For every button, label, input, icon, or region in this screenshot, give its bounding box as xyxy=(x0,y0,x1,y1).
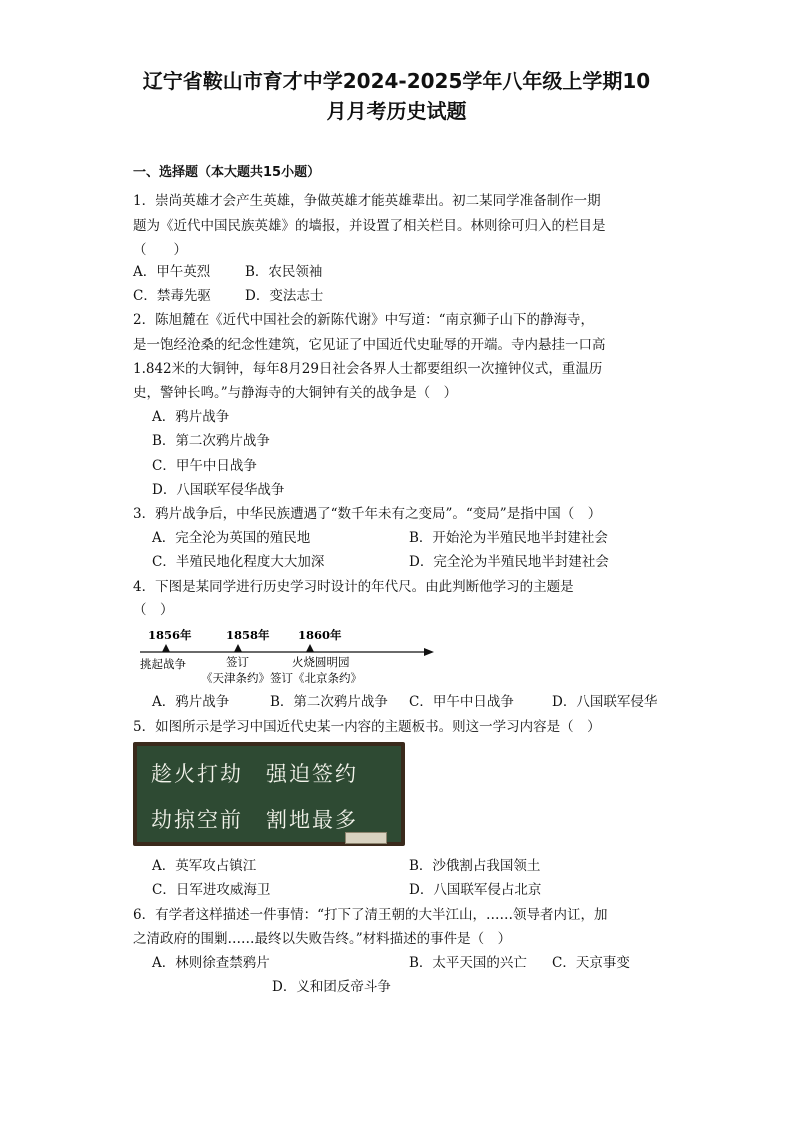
q1-option-b: B．农民领袖 xyxy=(245,264,323,280)
q5-line: 5．如图所示是学习中国近代史某一内容的主题板书。则这一学习内容是（ ） xyxy=(133,719,601,735)
q6-option-d: D．义和团反帝斗争 xyxy=(272,979,391,995)
q4-option-d: D．八国联军侵华 xyxy=(552,694,658,710)
section-heading: 一、选择题（本大题共15小题） xyxy=(133,165,321,180)
timeline-year-1858: 1858年 xyxy=(226,628,270,642)
timeline-year-1856: 1856年 xyxy=(148,628,192,642)
q2-line-1: 2．陈旭麓在《近代中国社会的新陈代谢》中写道：“南京狮子山下的静海寺， xyxy=(133,312,594,328)
q1-line-3: （ ） xyxy=(133,242,187,258)
title-line-1: 辽宁省鞍山市育才中学2024-2025学年八年级上学期10 xyxy=(142,69,651,93)
chalkboard-image xyxy=(133,742,405,846)
q3-option-d: D．完全沦为半殖民地半封建社会 xyxy=(409,554,609,570)
timeline-event-2: 签订 xyxy=(226,655,249,669)
q6-option-b: B．太平天国的兴亡 xyxy=(409,955,527,971)
q4-option-a: A．鸦片战争 xyxy=(152,694,230,710)
q1-option-a: A．甲午英烈 xyxy=(133,264,211,280)
timeline-figure xyxy=(138,626,438,686)
q2-option-c: C．甲午中日战争 xyxy=(152,458,257,474)
timeline-event-3: 火烧圆明园 xyxy=(292,655,350,669)
q5-option-b: B．沙俄割占我国领土 xyxy=(409,858,541,874)
q3-line: 3．鸦片战争后，中华民族遭遇了“数千年未有之变局”。“变局”是指中国（ ） xyxy=(133,506,602,522)
timeline-event-1: 挑起战争 xyxy=(140,657,186,671)
q6-option-a: A．林则徐查禁鸦片 xyxy=(152,955,270,971)
q2-line-3: 1.842米的大铜钟，每年8月29日社会各界人士都要组织一次撞钟仪式，重温历 xyxy=(133,361,603,377)
q4-line-1: 4．下图是某同学进行历史学习时设计的年代尺。由此判断他学习的主题是 xyxy=(133,579,574,595)
exam-title xyxy=(110,66,683,126)
chalkboard-row-2: 劫掠空前 割地最多 xyxy=(151,808,358,832)
timeline-year-1860: 1860年 xyxy=(298,628,342,642)
timeline-arrow-icon xyxy=(424,648,434,656)
q6-line-2: 之清政府的围剿……最终以失败告终。”材料描述的事件是（ ） xyxy=(133,931,512,947)
q3-option-b: B．开始沦为半殖民地半封建社会 xyxy=(409,530,608,546)
q6-line-1: 6．有学者这样描述一件事情：“打下了清王朝的大半江山，……领导者内讧，加 xyxy=(133,907,608,923)
q2-line-2: 是一饱经沧桑的纪念性建筑，它见证了中国近代史耻辱的开端。寺内悬挂一口高 xyxy=(133,337,606,353)
timeline-svg xyxy=(138,626,438,686)
title-line-2: 月月考历史试题 xyxy=(326,99,467,123)
q4-option-b: B．第二次鸦片战争 xyxy=(270,694,388,710)
q1-line-1: 1．崇尚英雄才会产生英雄，争做英雄才能英雄辈出。初二某同学准备制作一期 xyxy=(133,193,601,209)
q3-option-a: A．完全沦为英国的殖民地 xyxy=(152,530,311,546)
q2-option-a: A．鸦片战争 xyxy=(152,409,230,425)
timeline-treaties: 《天津条约》签订《北京条约》 xyxy=(201,671,362,685)
q5-option-d: D．八国联军侵占北京 xyxy=(409,882,542,898)
q2-option-b: B．第二次鸦片战争 xyxy=(152,433,270,449)
chalkboard-row-1: 趁火打劫 强迫签约 xyxy=(151,762,358,786)
eraser-icon xyxy=(345,832,387,844)
q4-line-2: （ ） xyxy=(133,602,174,618)
q2-line-4: 史，警钟长鸣。”与静海寺的大铜钟有关的战争是（ ） xyxy=(133,385,458,401)
q1-option-c: C．禁毒先驱 xyxy=(133,288,211,304)
q4-option-c: C．甲午中日战争 xyxy=(409,694,514,710)
q5-option-a: A．英军攻占镇江 xyxy=(152,858,257,874)
q1-line-2: 题为《近代中国民族英雄》的墙报，并设置了相关栏目。林则徐可归入的栏目是 xyxy=(133,218,606,234)
q3-option-c: C．半殖民地化程度大大加深 xyxy=(152,554,325,570)
q1-option-d: D．变法志士 xyxy=(245,288,324,304)
q2-option-d: D．八国联军侵华战争 xyxy=(152,482,285,498)
q6-option-c: C．天京事变 xyxy=(552,955,630,971)
timeline-marker-2 xyxy=(234,644,242,652)
q5-option-c: C．日军进攻威海卫 xyxy=(152,882,271,898)
timeline-marker-1 xyxy=(162,644,170,652)
timeline-marker-3 xyxy=(306,644,314,652)
